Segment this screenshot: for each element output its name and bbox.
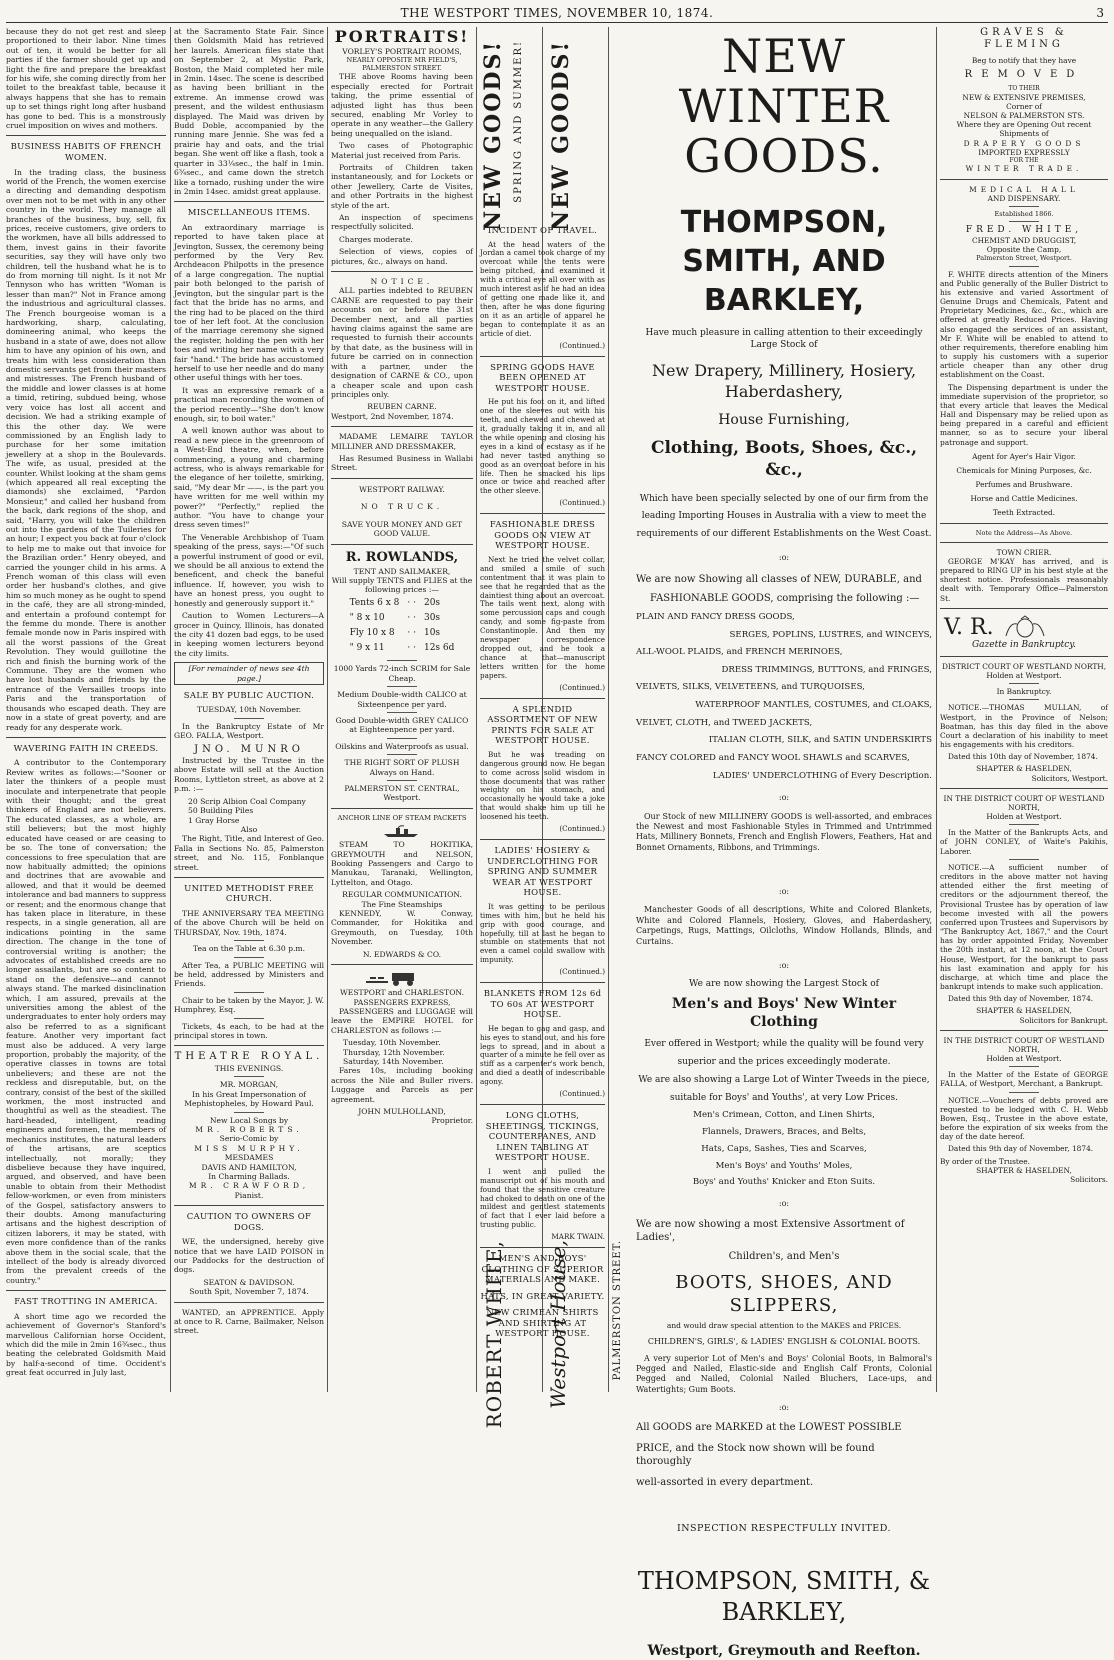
ad-text: Shipments of xyxy=(999,129,1049,139)
price-cell: 10s xyxy=(423,628,441,639)
ornament: :o: xyxy=(778,552,790,562)
goods-item: ALL-WOOL PLAIDS, and FRENCH MERINOES, xyxy=(636,647,843,658)
goods-item: PLAIN AND FANCY DRESS GOODS, xyxy=(636,612,795,623)
column-3 xyxy=(331,27,473,1392)
ad-text: N. EDWARDS & CO. xyxy=(362,949,442,959)
ad-heading: NO TRUCK. xyxy=(360,502,444,512)
price-cell: Tents 6 x 8 xyxy=(349,597,400,608)
ad-text: NEARLY OPPOSITE MR FIELD'S, xyxy=(346,56,458,65)
ad-text: Dated this 9th day of November, 1874. xyxy=(948,994,1094,1004)
ad-list: Tuesday, 10th November. Thursday, 12th November. Saturday, 14th November. xyxy=(343,1038,445,1066)
royal-arms-header xyxy=(940,614,1108,640)
goods-list xyxy=(636,609,932,785)
ad-heading: AND DISPENSARY. xyxy=(987,193,1061,203)
ad-heading: PORTRAITS! xyxy=(334,27,470,46)
divider xyxy=(6,737,166,738)
ad-text: NEW & EXTENSIVE PREMISES, xyxy=(962,92,1086,102)
ad-heading: Men's and Boys' New Winter Clothing xyxy=(671,996,897,1031)
ad-name: JNO. MUNRO xyxy=(194,743,304,755)
ad-text: CHILDREN'S, GIRLS', & LADIES' ENGLISH & COLONIAL BOOTS. xyxy=(647,1337,921,1347)
goods-item: LADIES' UNDERCLOTHING of Every Description. xyxy=(712,770,932,781)
ad-heading: DISTRICT COURT OF WESTLAND NORTH, xyxy=(941,661,1107,671)
steamship-icon xyxy=(382,824,422,838)
ad-text: THE ANNIVERSARY TEA MEETING of the above Church will be held on THURSDAY, Nov. 19th, 1874. xyxy=(174,909,324,937)
ad-text: Charges moderate. xyxy=(339,234,413,244)
ad-text: ALL parties indebted to REUBEN CARNE are requested to pay their accounts on or before the 31st December next, and all parties having claims against the same are requested to furnish their accounts by that date, as the business will in future be carried on in connection with a partner, under the designation of CARNE & CO., upon a cheaper scale and upon cash principles only. xyxy=(331,286,473,399)
headline: FAST TROTTING IN AMERICA. xyxy=(14,1297,158,1308)
ad-text: NELSON & PALMERSTON STS. xyxy=(963,111,1085,121)
ad-text: Holden at Westport. xyxy=(986,1054,1062,1064)
ad-text: Also xyxy=(240,824,258,834)
ad-text: In Bankruptcy. xyxy=(996,687,1052,697)
ad-text: An inspection of specimens respectfully solicited. xyxy=(331,213,473,232)
column-rule xyxy=(170,27,171,1392)
ad-text: THIS EVENINGS. xyxy=(214,1063,284,1073)
vertical-banner: NEW GOODS! xyxy=(548,40,574,231)
ad-text: MR. ROBERTS. xyxy=(195,1124,303,1134)
ad-text: KENNEDY, W. Conway, Commander, for Hokitika and Greymouth, on Tuesday, 10th November. xyxy=(331,909,473,947)
ad-text: Opposite the Camp, xyxy=(986,245,1062,255)
ad-heading: CAUTION TO OWNERS OF DOGS. xyxy=(186,1212,312,1233)
headline: MISCELLANEOUS ITEMS. xyxy=(187,208,311,219)
ad-text: Teeth Extracted. xyxy=(992,508,1056,518)
ad-text: F. WHITE directs attention of the Miners and Public generally of the Buller District to his extensive and varied Assortment of Genuine Drugs and Chemicals, Patent and Proprietary Medicines, &c., &c., which are offered at greatly Reduced Prices. Having also engaged the services of an assistant, Mr F. White will be enabled to attend to other requirements, therefore enabling him to supply his customers with a superior article cheaper than any other drug establishment on the Coast. xyxy=(940,269,1108,380)
ad-text: Instructed by the Trustee in the above Estate will sell at the Auction Rooms, Lyttleton street, as above at 2 p.m. :— xyxy=(174,756,324,794)
price-cell: · · xyxy=(407,628,416,639)
ad-text: Palmerston Street, Westport. xyxy=(976,254,1072,263)
ad-text: Chair to be taken by the Mayor, J. W. Humphrey, Esq. xyxy=(174,995,324,1015)
headline: BUSINESS HABITS OF FRENCH WOMEN. xyxy=(10,142,162,163)
ad-heading: WESTPORT and CHARLESTON. xyxy=(340,988,464,998)
ad-heading: UNITED METHODIST FREE CHURCH. xyxy=(184,883,314,905)
ad-text: Fares 10s, including booking across the Nile and Buller rivers. Luggage and Parcels as per agreement. xyxy=(331,1066,473,1104)
article-text: I went and pulled the manuscript out of his mouth and found that the sensitive creature had choked to death on one of the mildest and gentlest statements of fact that I ever laid before a trusting public. xyxy=(480,1166,605,1230)
article-text: At the head waters of the Jordan a camel took charge of my overcoat while the tents were being pitched, and examined it with a critical eye all over with as much interest as if he had an idea of getting one made like it, and then, after he was done figuring on it as an article of apparel he began to contemplate it as an article of diet. xyxy=(480,239,605,338)
ad-text: NOTICE.—Vouchers of debts proved are requested to be lodged with C. H. Webb Bowen, Esq., Trustee in the above estate, before the expiration of six weeks from the day of the date hereof. xyxy=(940,1095,1108,1142)
price-table xyxy=(345,595,460,658)
ad-text: WANTED, an APPRENTICE. Apply at once to R. Carne, Bailmaker, Nelson street. xyxy=(174,1307,324,1336)
ornament: :o: xyxy=(778,887,790,897)
ad-text: Note the Address—As Above. xyxy=(975,528,1073,537)
ad-text: DAVIS AND HAMILTON, xyxy=(201,1162,297,1172)
ornament: :o: xyxy=(778,793,790,803)
price-cell: 30s xyxy=(423,612,441,623)
headline: LADIES' HOSIERY & UNDERCLOTHING FOR SPRING AND SUMMER WEAR AT WESTPORT HOUSE. xyxy=(487,846,598,899)
ad-text: PASSENGERS and LUGGAGE will leave the EMPIRE HOTEL for CHARLESTON as follows :— xyxy=(331,1006,473,1035)
column-1 xyxy=(6,27,166,1392)
article-text: A well known author was about to read a new piece in the greenroom of a West-End theatre, when, before commencing, a young and charming actress, who is always remarkable for the elegance of her toilette, smirking, said, "My dear Mr ——, is the part you have written for me well within my power?" "Perfectly," replied the author. "You have to change your dress seven times!" xyxy=(174,426,324,530)
royal-arms-icon xyxy=(1002,616,1048,638)
ad-text: TUESDAY, 10th November. xyxy=(196,705,302,715)
ad-text: Two cases of Photographic Material just received from Paris. xyxy=(331,141,473,160)
ornament: :o: xyxy=(778,1403,790,1413)
ad-text: Will supply TENTS and FLIES at the following prices :— xyxy=(331,575,473,595)
article-text: A contributor to the Contemporary Review writes as follows:—"Sooner or later the thinkers of a people must inoculate and interpenetrate that people with their thought; and the great thinkers of England are not believers. The educated classes, as a whole, are still believers; but the most highly educated have ceased or are ceasing to be so. The tone of conversation; the concessions to free speculation that are now habitually admitted; the opinions and doctrines that are avowable and allowed, and that it would be deemed intolerance and bad manners to suppress or resent; and the enormous change that has taken place in literature, in these respects, in a single generation, all are indications pointing in the same direction. The change in the tone of controversial writing is another; the advocates of established creeds are no longer assailants, but are so content to stand on the defensive—and cannot always stand. The marked disinclination which, I am assured, prevails at the universities among the ablest of the undergraduates to enter holy orders may also be referred to as a significant feature. Another very important fact must also be adduced. A very large proportion, probably the majority, of the operative classes in towns are total unbelievers; and these are not the reckless and disreputable, but, on the contrary, consist of the best of the skilled workmen, the most instructed and thoughtful as well as the steadiest. The hard-headed, intelligent, reading engineers and foremen, the members of mechanics institutes, the natural leaders of the artisans, are sceptics intellectually, not morally; they disbelieve because they have inquired, argued, and observed, and have been unable to obtain from their Methodist fellow-workmen, or even from ministers of the Gospel, satisfactory answers to their doubts. Among manufacturing artisans and the highest description of citizen laborers, it may be stated, with even more confidence than of the ranks above them in the social scale, that the intellect of the body is already divorced from the prevalent creeds of the country." xyxy=(6,758,166,1285)
continued-label: (Continued.) xyxy=(559,498,605,508)
ad-heading: R. ROWLANDS, xyxy=(345,550,459,566)
ad-text: Tickets, 4s each, to be had at the principal stores in town. xyxy=(174,1021,324,1041)
headline: A SPLENDID ASSORTMENT OF NEW PRINTS FOR SALE AT WESTPORT HOUSE. xyxy=(487,704,598,747)
ad-text: THE above Rooms having been especially erected for Portrait taking, the prime essential of adjusted light has thus been secured, enabling Mr Vorley to operate in any weather—the Gallery being unequalled on the island. xyxy=(331,72,473,138)
ad-text: Solicitors for Bankrupt. xyxy=(1019,1015,1108,1025)
ad-text: New Local Songs by xyxy=(209,1115,289,1125)
clothing-item: Men's Boys' and Youths' Moles, xyxy=(715,1160,853,1171)
ad-text: A very superior Lot of Men's and Boys' Colonial Boots, in Balmoral's Pegged and Nailed, Elastic-side and English Calf Fronts, Colonial Pegged and Nailed, Colonial Nailed Bluchers, Lace-ups, and Watertights; Gum Boots. xyxy=(636,1353,932,1394)
goods-item: VELVET, CLOTH, and TWEED JACKETS, xyxy=(636,717,813,728)
ad-text: Manchester Goods of all descriptions, White and Colored Blankets, White and Colored Flannels, Hosiery, Gloves, and Haberdashery, Carpetings, Rugs, Mattings, Oilcloths, Window Hollands, Blinds, and Curtains. xyxy=(636,905,932,946)
ad-heading: SAVE YOUR MONEY AND GET GOOD VALUE. xyxy=(341,519,463,538)
price-row xyxy=(347,627,458,640)
ad-text: Solicitors. xyxy=(1070,1174,1108,1184)
vertical-banner: NEW GOODS! xyxy=(480,40,506,231)
column-rule xyxy=(476,27,477,1392)
ad-text: CHEMIST AND DRUGGIST, xyxy=(971,236,1077,246)
ad-heading: Westport, Greymouth and Reefton. xyxy=(647,1643,921,1660)
price-cell: 20s xyxy=(423,597,441,608)
masthead-rule xyxy=(6,22,1108,23)
continued-label: (Continued.) xyxy=(559,1089,605,1099)
ad-text: Gazette in Bankruptcy. xyxy=(971,639,1077,650)
headline: HATS, IN GREAT VARIETY. xyxy=(480,1291,605,1302)
continued-label: (Continued.) xyxy=(559,682,605,692)
goods-item: DRESS TRIMMINGS, BUTTONS, and FRINGES, xyxy=(721,664,932,675)
article-text: It was getting to be perilous times with him, but he held his grip with good courage, and hopefully, till at last he began to stumble on statements that not even a camel could swallow with impunity. xyxy=(480,901,605,965)
column-5 xyxy=(636,27,932,1660)
continued-label: (Continued.) xyxy=(559,967,605,977)
ad-text: Good Double-width GREY CALICO at Eighteenpence per yard. xyxy=(335,715,469,735)
article-text: because they do not get rest and sleep proportioned to their labor. Nine times out of ten, it would be better for all parties if the farmer should get up and light the fire and prepare the breakfast for his wife, she coming directly from her toilet to the breakfast table, because it always happens that she has to remain up to set things right long after husband has gone to bed. This is a monstrously cruel imposition on wives and mothers. xyxy=(6,27,166,131)
ad-heading: GRAVES & FLEMING xyxy=(980,27,1068,51)
coach-icon xyxy=(362,970,442,986)
continuation-box: [For remainder of news see 4th page.] xyxy=(174,662,324,685)
goods-item: ITALIAN CLOTH, SILK, and SATIN UNDERSKIRTS xyxy=(708,735,932,746)
ad-text: Portraits of Children taken instantaneously, and for Lockets or other Jewellery, Carte de Visites, and other Portraits in the highest style of the art. xyxy=(331,162,473,210)
ad-text: SHAPTER & HASELDEN, xyxy=(976,1165,1072,1175)
ad-text: The Fine Steamships xyxy=(361,899,443,909)
headline: NEW CRIMEAN SHIRTS AND SHIRTING AT WESTPORT HOUSE. xyxy=(486,1308,599,1340)
ad-text: Which have been specially selected by one of our firm from the leading Importing Houses in Australia with a view to meet the requirements of our different Establishments on the West Coast. xyxy=(636,494,932,539)
ad-text: In the Matter of the Bankrupts Acts, and of JOHN CONLEY, of Waite's Pakihis, Laborer. xyxy=(940,828,1108,856)
ad-text: All GOODS are MARKED at the LOWEST POSSIBLE xyxy=(636,1422,902,1434)
ad-text: Holden at Westport. xyxy=(986,671,1062,681)
ad-text: Ever offered in Westport; while the quality will be found very superior and the prices exceedingly moderate. xyxy=(644,1039,924,1068)
ad-heading: ANCHOR LINE OF STEAM PACKETS xyxy=(337,813,467,822)
ad-text: In the Bankruptcy Estate of Mr GEO. FALLA, Westport. xyxy=(174,721,324,741)
goods-item: FANCY COLORED and FANCY WOOL SHAWLS and SCARVES, xyxy=(636,752,910,763)
ad-text: Westport, 2nd November, 1874. xyxy=(331,411,454,421)
ad-heading: New Drapery, Millinery, Hosiery, Haberdashery, xyxy=(651,361,917,402)
clothing-item: Hats, Caps, Sashes, Ties and Scarves, xyxy=(701,1143,867,1154)
article-text: Caution to Women Lecturers—A grocer in Quincy, Illinois, has donated the city 41 dozen bad eggs, to be used in keeping women lecturers beyond the city limits. xyxy=(174,611,324,658)
ad-heading: IN THE DISTRICT COURT OF WESTLAND NORTH, xyxy=(943,1035,1105,1054)
ad-text: In Charming Ballads. xyxy=(208,1171,290,1181)
ad-text: Tea on the Table at 6.30 p.m. xyxy=(192,944,306,954)
price-cell: " 8 x 10 xyxy=(349,612,385,623)
newspaper-title: THE WESTPORT TIMES, NOVEMBER 10, 1874. xyxy=(400,6,714,20)
ad-text: Beg to notify that they have xyxy=(971,55,1077,65)
ad-text: and would draw special attention to the MAKES and PRICES. xyxy=(666,1321,902,1331)
ad-heading: House Furnishing, xyxy=(718,411,850,428)
ad-heading: INSPECTION RESPECTFULLY INVITED. xyxy=(676,1523,892,1535)
price-row xyxy=(347,597,458,610)
ad-text: We are now showing a most Extensive Assortment of Ladies', xyxy=(636,1218,905,1243)
ad-text: GEORGE M'KAY has arrived, and is prepared to RING UP in his best style at the shortest notice. Professionals reasonably dealt with. Temporary Office—Palmerston St. xyxy=(940,556,1108,603)
vertical-banner: PALMERSTON STREET. xyxy=(612,1240,623,1381)
ad-text: MADAME LEMAIRE TAYLOR MILLINER AND DRESSMAKER, xyxy=(331,432,473,451)
clothing-list xyxy=(636,1107,932,1191)
price-cell: Fly 10 x 8 xyxy=(349,628,395,639)
ad-text: NOTICE.—THOMAS MULLAN, of Westport, in the Province of Nelson; Boatman, has this day filed in the above Court a declaration of his inability to meet his engagements with his creditors. xyxy=(940,703,1108,750)
ad-text: In the Matter of the Estate of GEORGE FALLA, of Westport, Merchant, a Bankrupt. xyxy=(940,1070,1108,1089)
price-cell: " 9 x 11 xyxy=(349,643,385,654)
price-cell: 12s 6d xyxy=(423,643,455,654)
headline: MEN'S AND BOYS' CLOTHING OF SUPERIOR MATERIALS AND MAKE. xyxy=(481,1254,604,1286)
article-text: An extraordinary marriage is reported to have taken place at Jevington, Sussex, the ceremony being performed by the Very Rev. Archdeacon Philpotts in the presence of a large congregation. The nuptial pair both belonged to the parish of Jevington, but the singular part is the fact that the bride has no arms, and the ring had to be placed on the third toe of her left foot. At the conclusion of the marriage ceremony she signed the register, holding the pen with her toes and writing her name with a very fair "hand." The bride has accustomed herself to use her needle and do many other useful things with her toes. xyxy=(174,222,324,383)
ad-text: IMPORTED EXPRESSLY xyxy=(978,147,1070,157)
ad-text: well-assorted in every department. xyxy=(636,1477,814,1489)
divider xyxy=(174,201,324,202)
ad-text: Medium Double-width CALICO at Sixteenpence per yard. xyxy=(337,690,467,709)
article-text: It was an expressive remark of a practical man recording the women of the period recently—"She don't know enough, sir, to boil water." xyxy=(174,385,324,423)
headline: LONG CLOTHS, SHEETINGS, TICKINGS, COUNTERPANES, AND LINEN TABLING AT WESTPORT HOUSE. xyxy=(485,1111,600,1164)
ad-text: We are also showing a Large Lot of Winter Tweeds in the piece, suitable for Boys' and Youths', at very Low Prices. xyxy=(638,1075,930,1104)
divider xyxy=(6,1290,166,1291)
ad-text: STEAM TO HOKITIKA, GREYMOUTH and NELSON, Booking Passengers and Cargo to Manukau, Taranaki, Wellington, Lyttelton, and Otago. xyxy=(331,840,473,887)
ad-heading: PASSENGERS EXPRESS, xyxy=(353,997,451,1007)
author: MARK TWAIN. xyxy=(551,1232,605,1242)
ad-text: VORLEY'S PORTRAIT ROOMS, xyxy=(342,46,462,56)
article-text: He put his foot on it, and lifted one of the sleeves out with his teeth, and chewed and chewed at it, gradually taking it in, and all the while opening and closing his eyes in a kind of ecstasy as if he had never tasted anything so good as an overcoat before in his life. Then he smacked his lips once or twice and reached after the other sleeve. xyxy=(480,397,605,496)
ad-heading: WESTPORT RAILWAY. xyxy=(359,484,445,494)
ad-text: FASHIONABLE GOODS, comprising the following :— xyxy=(650,593,920,605)
ad-text: WE, the undersigned, hereby give notice that we have LAID POISON in our Paddocks for the destruction of dogs. xyxy=(174,1237,324,1275)
ad-text: Serio-Comic by xyxy=(219,1134,279,1144)
ad-text: THE RIGHT SORT OF PLUSH Always on Hand. xyxy=(344,758,460,777)
ad-text: TO THEIR xyxy=(1008,85,1040,93)
ad-text: Solicitors, Westport. xyxy=(1031,773,1108,783)
headline: SPRING GOODS HAVE BEEN OPENED AT WESTPORT HOUSE. xyxy=(490,362,595,394)
ad-heading: BOOTS, SHOES, AND SLIPPERS, xyxy=(675,1271,893,1316)
headline: INCIDENT OF TRAVEL. xyxy=(487,226,598,236)
ad-text: Holden at Westport. xyxy=(986,812,1062,822)
masthead xyxy=(0,0,1114,24)
ad-text: Chemicals for Mining Purposes, &c. xyxy=(956,465,1092,475)
ad-text: Has Resumed Business in Wallabi Street. xyxy=(331,453,473,473)
vertical-banner: ROBERT WHITE, xyxy=(482,1240,506,1429)
ad-heading: REGULAR COMMUNICATION. xyxy=(342,890,462,900)
divider xyxy=(6,135,166,136)
ad-text: By order of the Trustee. xyxy=(940,1156,1030,1166)
ad-text: We are now Showing all classes of NEW, DURABLE, and xyxy=(636,574,922,586)
ad-heading: THOMPSON, SMITH, AND BARKLEY, xyxy=(680,205,888,318)
ad-text: Perfumes and Brushware. xyxy=(975,480,1073,490)
column-6 xyxy=(940,27,1108,1392)
ad-text: Horse and Cattle Medicines. xyxy=(970,494,1078,504)
headline: WAVERING FAITH IN CREEDS. xyxy=(13,743,159,754)
continued-label: (Continued.) xyxy=(559,340,605,350)
ad-text: JOHN MULHOLLAND, xyxy=(358,1106,446,1116)
ad-text: MR. CRAWFORD, xyxy=(188,1181,310,1191)
ad-text: PALMERSTON ST. CENTRAL, Westport. xyxy=(344,784,460,803)
clothing-item: Boys' and Youths' Knicker and Eton Suits. xyxy=(692,1177,876,1188)
price-row xyxy=(347,612,458,625)
ad-list: 20 Scrip Albion Coal Company 50 Building Piles 1 Gray Horse xyxy=(188,796,306,825)
royal-cipher: V. R. xyxy=(944,614,994,640)
column-rule xyxy=(608,27,609,1392)
ornament: :o: xyxy=(778,1199,790,1209)
article-text: at the Sacramento State Fair. Since then Goldsmith Maid has retrieved her laurels. American files state that on September 2, at Mystic Park, Boston, the Maid completed her mile in 2min. 14sec. The scene is described as having been brilliant in the extreme. An immense crowd was present, and the wildest enthusiasm displayed. The Maid was driven by Budd Doble, accompanied by the running mare Jennie. She was fed a prairie hay and oats, and the trial began. She went off like a flash, took a quarter in 33¼sec., the half in 1min. 6¾sec., and came down the stretch like a tornado, rushing under the wire in 2min 14sec. amidst great applause. xyxy=(174,27,324,196)
ad-text: The Right, Title, and Interest of Geo. Falla in Sections No. 85, Palmerston street, and No. 115, Fonblanque street. xyxy=(174,834,324,872)
ad-text: PALMERSTON STREET. xyxy=(362,64,442,73)
ad-text: Corner of xyxy=(1006,101,1042,111)
ad-text: Established 1866. xyxy=(994,209,1054,218)
ad-text: Where they are Opening Out recent xyxy=(956,120,1092,130)
article-text: But he was treading on dangerous ground now. He began to come across solid wisdom in those documents that was rather weighty on his stomach, and occasionally he would take a joke that would shake him up till he loosened his teeth. xyxy=(480,749,605,822)
ad-heading: TOWN CRIER. xyxy=(996,547,1052,557)
goods-item: VELVETS, SILKS, VELVETEENS, and TURQUOISES, xyxy=(636,682,865,693)
ad-heading: IN THE DISTRICT COURT OF WESTLAND NORTH, xyxy=(943,793,1105,812)
headline: FASHIONABLE DRESS GOODS ON VIEW AT WESTPORT HOUSE. xyxy=(489,520,596,552)
ad-text: WINTER TRADE. xyxy=(965,164,1083,174)
ad-text: SEATON & DAVIDSON. xyxy=(203,1277,295,1287)
ad-text: MESDAMES xyxy=(224,1153,274,1163)
ad-text: Our Stock of new MILLINERY GOODS is well-assorted, and embraces the Newest and most Fashionable Styles in Trimmed and Untrimmed Hats, Millinery Bonnets, French and English Flowers, Feathers, Hat and Bonnet Ornaments, Ribbons, and Trimmings. xyxy=(636,811,932,852)
ad-text: TENT AND SAILMAKER, xyxy=(353,566,451,576)
page-number: 3 xyxy=(1096,6,1104,20)
headline: BLANKETS FROM 12s 6d TO 60s AT WESTPORT HOUSE. xyxy=(483,989,602,1021)
ad-heading: THEATRE ROYAL. xyxy=(174,1051,324,1063)
ad-text: PRICE, and the Stock now shown will be found thoroughly xyxy=(636,1443,875,1468)
price-cell: · · xyxy=(407,612,416,623)
goods-item: WATERPROOF MANTLES, COSTUMES, and CLOAKS, xyxy=(695,700,932,711)
ad-text: REUBEN CARNE. xyxy=(367,402,437,412)
ad-text: Selection of views, copies of pictures, &c., always on hand. xyxy=(331,247,473,266)
article-text: He began to gag and gasp, and his eyes to stand out, and his fore legs to spread, and in about a quarter of a minute he fell over as stiff as a carpenter's work bench, and died a death of indescribable agony. xyxy=(480,1023,605,1087)
article-text: The Venerable Archbishop of Tuam speaking of the press, says:—"Of such a powerful instrument of good or evil, we should be all anxious to extend the beneficent, and check the baneful influence. If, however, you wish to have an honest press, you ought to honestly and generously support it." xyxy=(174,532,324,608)
clothing-item: Men's Crimean, Cotton, and Linen Shirts, xyxy=(693,1110,875,1121)
ad-heading: REMOVED xyxy=(964,68,1084,80)
ad-text: Children's, and Men's xyxy=(728,1250,840,1262)
column-2 xyxy=(174,27,324,1392)
ad-text: Have much pleasure in calling attention to their exceedingly Large Stock of xyxy=(645,328,923,350)
article-text: A short time ago we recorded the achievement of Governor's Stanford's marvellous Californian horse Occident, which did the mile in 2min 16¾sec., thus beating the celebrated Goldsmith Maid by half-a-second of time. Occident's great feat occurred in July last, xyxy=(6,1311,166,1378)
vertical-banner: SPRING AND SUMMER! xyxy=(513,40,524,203)
ad-text: SHAPTER & HASELDEN, xyxy=(976,764,1072,774)
ornament: :o: xyxy=(778,961,790,971)
article-text: Next he tried the velvet collar, and smiled a smile of such contentment that it was plain to see that he regarded that as the daintiest thing about an overcoat. The tails went next, along with some percussion caps and cough candy, and some fig-paste from Constantinople. And then my newspaper correspondence dropped out, and he took a chance at that—manuscript letters written for the home papers. xyxy=(480,554,605,680)
price-cell: · · xyxy=(407,597,416,608)
goods-item: SERGES, POPLINS, LUSTRES, and WINCEYS, xyxy=(729,629,932,640)
ad-heading: SALE BY PUBLIC AUCTION. xyxy=(183,690,315,701)
ad-text: The Dispensing department is under the immediate supervision of the proprietor, so that every article that leaves the Medical Hall and Dispensary may be relied upon as being prepared in a careful and efficient manner, so as to secure your liberal patronage and support. xyxy=(940,382,1108,447)
ad-text: Dated this 9th day of November, 1874. xyxy=(948,1144,1094,1154)
ad-heading: FRED. WHITE, xyxy=(965,224,1083,235)
ad-text: In his Great Impersonation of Mephistopheles, by Howard Paul. xyxy=(184,1089,314,1109)
ad-text: After Tea, a PUBLIC MEETING will be held, addressed by Ministers and Friends. xyxy=(174,960,324,989)
ad-text: SHAPTER & HASELDEN, xyxy=(976,1006,1072,1016)
ad-heading: NEW WINTER GOODS. xyxy=(678,29,890,183)
ad-text: Dated this 10th day of November, 1874. xyxy=(948,752,1098,762)
price-cell: · · xyxy=(407,643,416,654)
column-rule xyxy=(327,27,328,1392)
ad-heading: Clothing, Boots, Shoes, &c., &c., xyxy=(650,438,918,481)
ad-text: We are now showing the Largest Stock of xyxy=(689,979,879,990)
ad-heading: THOMPSON, SMITH, & BARKLEY, xyxy=(637,1566,931,1627)
ad-text: FOR THE xyxy=(1009,156,1039,164)
article-text: In the trading class, the business world of the French, the women exercise a directing and demanding despotism over men not to be met with in any other country in the world. They manage all branches of the business, buy, sell, fix prices, receive customers, give orders to the workmen, have all bills addressed to them, invest gains in their favorite securities, say they will have only two children, tell the husband what he is to do from morning till night. Is it not Mr Tennyson who has written "Woman is lesser than man?" Not in France among the industrious and agricultural classes. The French bourgeoise woman is a hardworking, sharp, calculating, domineering animal, who keeps the husband in a state of awe, does not allow him to have any opinion of his own, and treats him with less consideration than domestic servants get from their masters and mistresses. The French husband of the middle and lower classes is at home a timid, retiring, subdued being, whose very voice has lost all accent and decision. We had a striking example of this the other day. We were commissioned by an English lady to purchase for her some imitation jewellery at a shop in the Boulevards. The wife, as usual, presided at the counter. Whilst looking at the sham gems (which appeared all real excepting the diamonds) she exclaimed, "Pardon Monsieur," and called her husband from the back, dark regions of the shop, and said, "Harry, you will take the children out into the gardens of the Tuileries for an hour; I expect you back at four o'clock to help me to make out that invoice for the Brazilian order." Henry obeyed, and carried the younger child in his arms. A French woman of this class will even order her husband's clothes, and give him so much money as he ought to spend in the café, they are all strong-minded, and entertain a profound contempt for the femme du monde. There is another female monde now in Paris inspired with all the worst passions of the Great Revolution. They would guillotine the rich and finish the burning work of the Commune. They are the women who have lost husbands and friends by the entrance of the Versailles troops into Paris and the transportation of thousands who escaped death. They are now in a state of great poverty, and are ready for any desperate work. xyxy=(6,167,166,732)
continued-label: (Continued.) xyxy=(559,824,605,834)
ad-text: South Spit, November 7, 1874. xyxy=(189,1287,309,1297)
ad-text: MR. MORGAN, xyxy=(219,1080,279,1090)
ad-text: Agent for Ayer's Hair Vigor. xyxy=(972,451,1076,461)
ad-text: MISS MURPHY. xyxy=(194,1143,304,1153)
clothing-item: Flannels, Drawers, Braces, and Belts, xyxy=(701,1127,867,1138)
ad-text: Pianist. xyxy=(234,1190,264,1200)
price-row xyxy=(347,642,458,655)
ad-heading: MEDICAL HALL xyxy=(969,184,1079,194)
column-rule xyxy=(936,27,937,1392)
ad-text: DRAPERY GOODS xyxy=(963,138,1085,148)
vertical-banner: Westport House, xyxy=(546,1240,570,1409)
ad-text: NOTICE.—A sufficient number of creditors in the above matter not having attended either the first meeting of creditors or the adjournment thereof, the Provisional Trustee has by operation of law become invested with all the powers conferred upon Trustees and Supervisors by "The Bankruptcy Act, 1867," and the Court has by order appointed Friday, November the 20th instant, at 12 noon, at the Court House, Westport, for the bankrupt to pass his last examination and apply for his discharge, at which time and place the bankrupt intends to make such application. xyxy=(940,862,1108,992)
ad-heading: NOTICE. xyxy=(370,277,434,287)
ad-text: Oilskins and Waterproofs as usual. xyxy=(335,741,469,751)
ad-text: Proprietor. xyxy=(431,1116,473,1126)
ad-text: 1000 Yards 72-inch SCRIM for Sale Cheap. xyxy=(333,664,471,683)
